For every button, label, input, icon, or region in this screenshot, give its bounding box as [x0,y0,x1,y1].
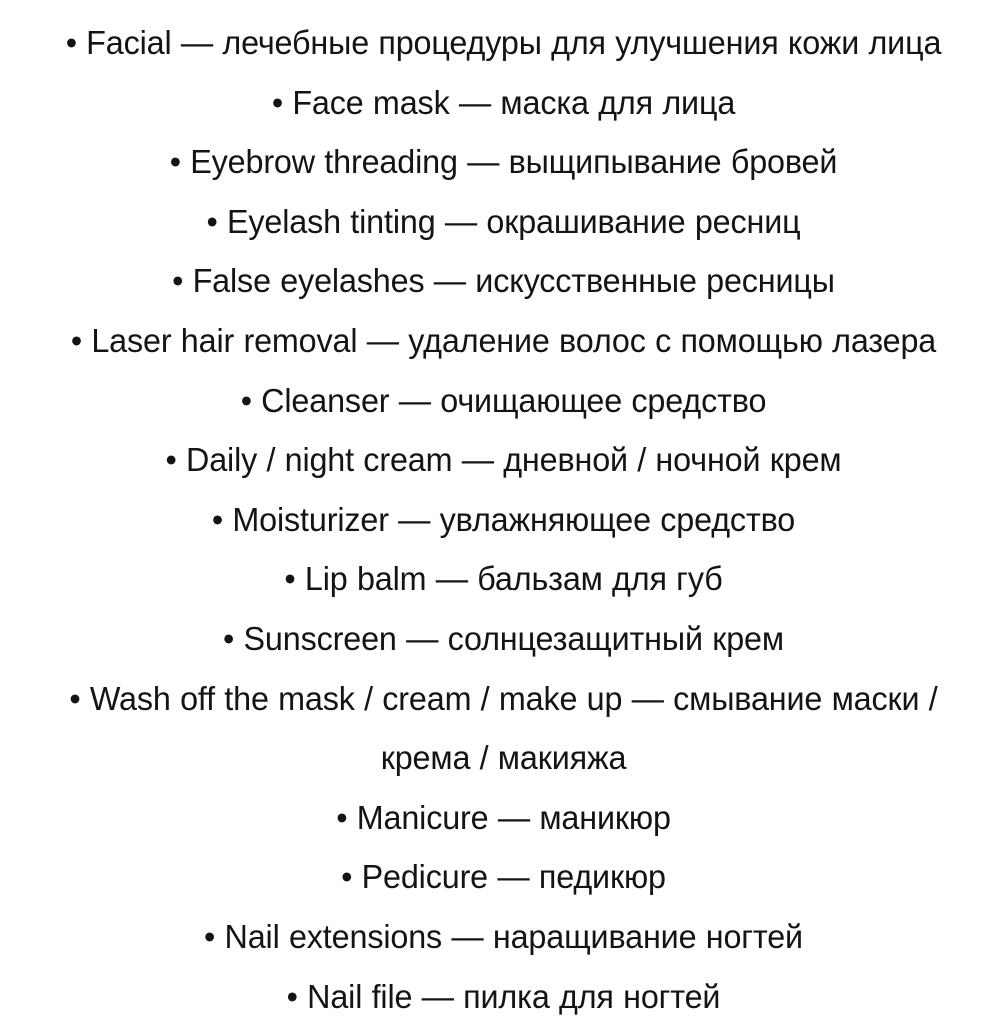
list-item: • Lip balm — бальзам для губ [27,550,979,610]
list-item: • Eyelash tinting — окрашивание ресниц [27,193,979,253]
list-item: • Sunscreen — солнцезащитный крем [27,610,979,670]
vocabulary-list [10,14,997,1027]
list-item: • Cleanser — очищающее средство [27,372,979,432]
list-item: • Pedicure — педикюр [27,848,979,908]
list-item: • False eyelashes — искусственные ресницы [27,252,979,312]
list-item: • Wash off the mask / cream / make up — смывание маски / крема / макияжа [27,670,979,789]
list-item: • Manicure — маникюр [27,789,979,849]
list-item: • Nail extensions — наращивание ногтей [27,908,979,968]
list-item: • Laser hair removal — удаление волос с помощью лазера [27,312,979,372]
list-item: • Daily / night cream — дневной / ночной крем [27,431,979,491]
list-item: • Face mask — маска для лица [27,74,979,134]
list-item: • Moisturizer — увлажняющее средство [27,491,979,551]
list-item: • Nail file — пилка для ногтей [27,968,979,1027]
list-item: • Facial — лечебные процедуры для улучшения кожи лица [27,14,979,74]
list-item: • Eyebrow threading — выщипывание бровей [27,133,979,193]
